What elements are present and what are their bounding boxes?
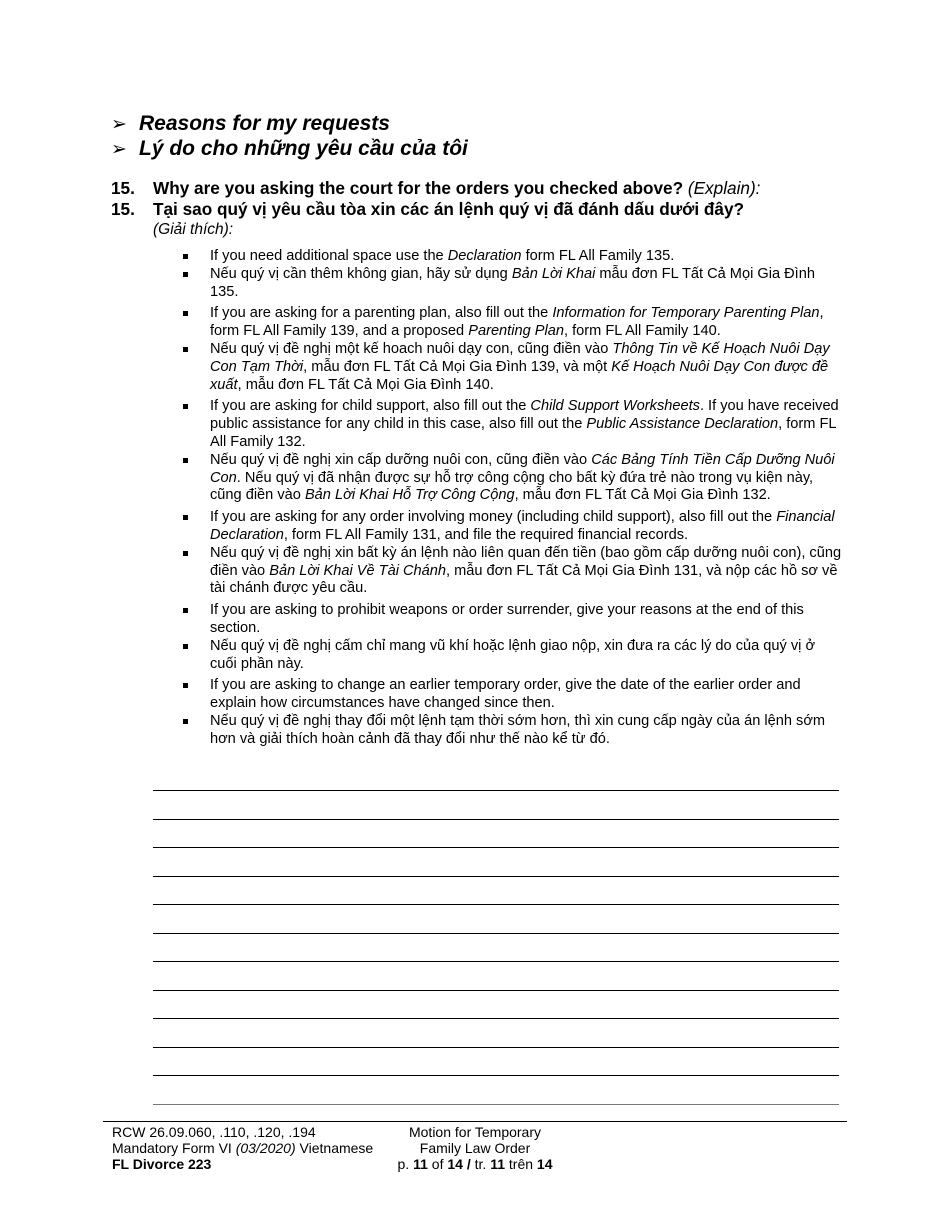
question-15-vi <box>111 199 744 220</box>
answer-line[interactable] <box>153 990 839 991</box>
answer-line[interactable] <box>153 904 839 905</box>
footer-page-number: p. 11 of 14 / tr. 11 trên 14 <box>397 1156 553 1172</box>
answer-line[interactable] <box>153 933 839 934</box>
answer-line[interactable] <box>153 1018 839 1019</box>
answer-line[interactable] <box>153 1047 839 1048</box>
instruction-item: If you are asking for a parenting plan, also fill out the Information for Temporary Parenting Plan, form FL All Family 139, and a proposed Parenting Plan, form FL All Family 140. <box>180 305 845 341</box>
section-heading-vi <box>111 136 468 162</box>
footer-center <box>390 1124 560 1172</box>
instruction-item: Nếu quý vị đề nghị xin cấp dưỡng nuôi con, cũng điền vào Các Bảng Tính Tiền Cấp Dưỡng Nuôi Con. Nếu quý vị đã nhận được sự hỗ trợ công cộng cho bất kỳ đứa trẻ nào trong vụ kiện này, cũng điền vào Bản Lời Khai Hỗ Trợ Công Cộng, mẫu đơn FL Tất Cả Mọi Gia Đình 132. <box>180 452 845 505</box>
arrow-bullet-icon: ➢ <box>111 114 127 135</box>
instruction-item: If you are asking for child support, also fill out the Child Support Worksheets. If you have received public assistance for any child in this case, also fill out the Public Assistance Declaration, form FL All Family 132. <box>180 398 845 451</box>
question-note-en: (Explain): <box>687 178 761 198</box>
footer-rcw: RCW 26.09.060, .110, .120, .194 <box>112 1124 316 1140</box>
answer-line[interactable] <box>153 819 839 820</box>
footer-divider <box>103 1121 847 1122</box>
question-text-vi: Tại sao quý vị yêu cầu tòa xin các án lệnh quý vị đã đánh dấu dưới đây? <box>153 199 745 219</box>
instruction-item: Nếu quý vị đề nghị cấm chỉ mang vũ khí hoặc lệnh giao nộp, xin đưa ra các lý do của quý vị ở cuối phần này. <box>180 638 845 674</box>
footer-left <box>112 1124 373 1172</box>
answer-line[interactable] <box>153 961 839 962</box>
footer-form-code: FL Divorce 223 <box>112 1156 212 1172</box>
question-text-en: Why are you asking the court for the orders you checked above? <box>153 178 684 198</box>
question-number: 15. <box>111 199 135 219</box>
answer-line[interactable] <box>153 1075 839 1076</box>
question-15-en <box>111 178 760 199</box>
arrow-bullet-icon: ➢ <box>111 139 127 160</box>
heading-text-vi: Lý do cho những yêu cầu của tôi <box>139 137 468 160</box>
footer-title-line1: Motion for Temporary <box>408 1124 541 1140</box>
instruction-item: If you need additional space use the Declaration form FL All Family 135. <box>180 248 845 266</box>
footer-form-date: (03/2020) <box>235 1140 296 1156</box>
question-note-vi: (Giải thích): <box>153 221 234 238</box>
answer-line[interactable] <box>153 847 839 848</box>
instruction-item: If you are asking for any order involving money (including child support), also fill out the Financial Declaration, form FL All Family 131, and file the required financial records. <box>180 509 845 545</box>
footer-title-line2: Family Law Order <box>419 1140 531 1156</box>
instruction-item: If you are asking to prohibit weapons or order surrender, give your reasons at the end of this section. <box>180 602 845 638</box>
answer-lines[interactable] <box>153 790 839 1132</box>
instruction-item: Nếu quý vị đề nghị xin bất kỳ án lệnh nào liên quan đến tiền (bao gồm cấp dưỡng nuôi con), cũng điền vào Bản Lời Khai Về Tài Chánh, mẫu đơn FL Tất Cả Mọi Gia Đình 131, và nộp các hồ sơ về tài chánh được yêu cầu. <box>180 545 845 598</box>
instruction-item: Nếu quý vị cần thêm không gian, hãy sử dụng Bản Lời Khai mẫu đơn FL Tất Cả Mọi Gia Đình 135. <box>180 266 845 302</box>
answer-line[interactable] <box>153 876 839 877</box>
instruction-item: Nếu quý vị đề nghị thay đổi một lệnh tạm thời sớm hơn, thì xin cung cấp ngày của án lệnh sớm hơn và giải thích hoàn cảnh đã thay đổi như thế nào kể từ đó. <box>180 713 845 749</box>
answer-line[interactable] <box>153 1104 839 1105</box>
footer-form-line: Mandatory Form VI (03/2020) Vietnamese <box>112 1140 374 1156</box>
heading-text-en: Reasons for my requests <box>139 112 390 135</box>
section-heading-en <box>111 111 390 137</box>
instruction-item: Nếu quý vị đề nghị một kế hoach nuôi dạy con, cũng điền vào Thông Tin về Kế Hoạch Nuôi Dạy Con Tạm Thời, mẫu đơn FL Tất Cả Mọi Gia Đình 139, và một Kế Hoạch Nuôi Dạy Con được đề xuất, mẫu đơn FL Tất Cả Mọi Gia Đình 140. <box>180 341 845 394</box>
instruction-list <box>180 248 845 749</box>
instruction-item: If you are asking to change an earlier temporary order, give the date of the earlier order and explain how circumstances have changed since then. <box>180 677 845 713</box>
question-number: 15. <box>111 178 135 198</box>
answer-line[interactable] <box>153 790 839 791</box>
